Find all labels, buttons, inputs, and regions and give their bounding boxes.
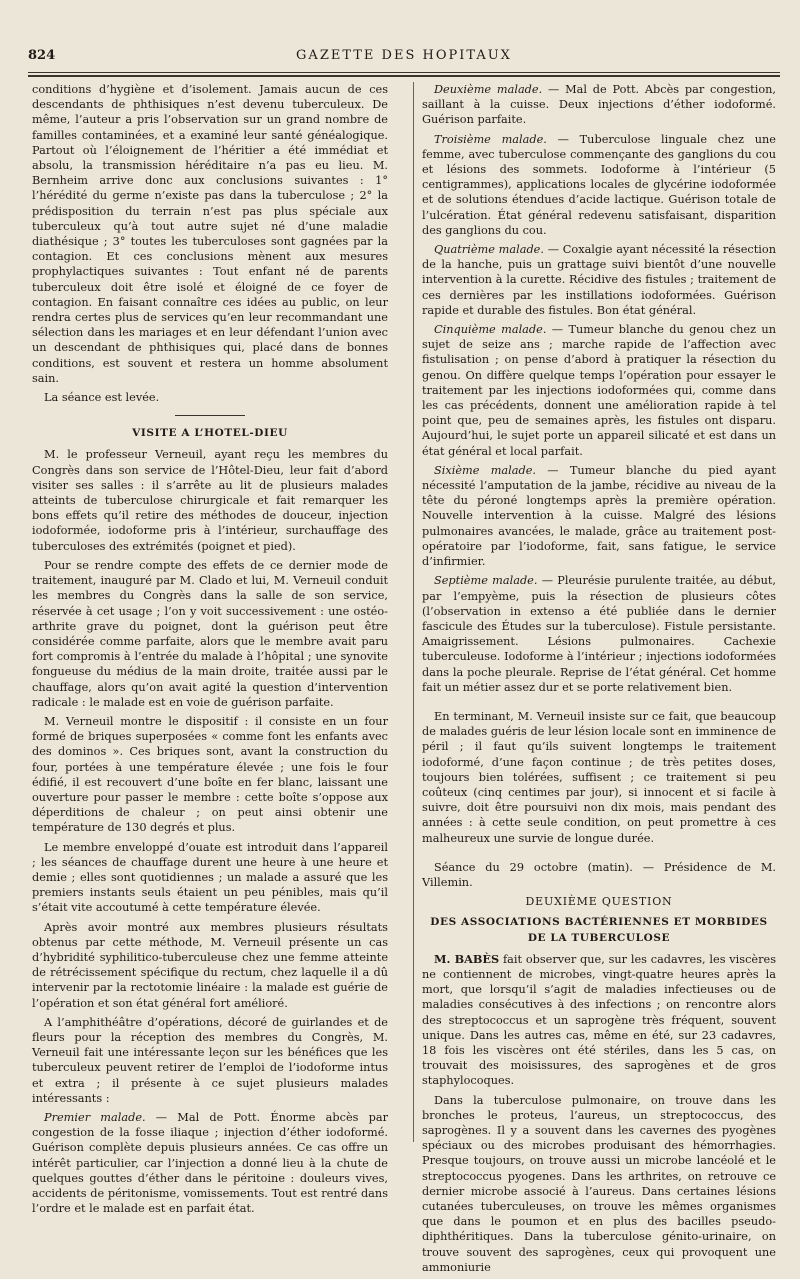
case-paragraph xyxy=(422,132,776,238)
case-label: Cinquième malade. xyxy=(434,323,547,337)
page-number: 824 xyxy=(28,48,56,63)
left-column xyxy=(32,82,388,1220)
case-text: — Pleurésie purulente traitée, au début, par l’empyème, puis la résection de plusieurs côtes (l’observation in extenso a été publiée dans le dernier fascicule des Études sur la tuberculose). Fistule persistante. Amaigrissement. Lésions pulmonaires. Cachexie tuberculeuse. Iodoforme à l’intérieur ; injections iodoformées dans la poche pleurale. Reprise de l’état général. Cet homme fait un métier assez dur et se porte relativement bien. xyxy=(422,574,776,694)
case-paragraph xyxy=(422,573,776,695)
page-header xyxy=(28,44,780,74)
section-subtitle: DES ASSOCIATIONS BACTÉRIENNES ET MORBIDES DE LA TUBERCULOSE xyxy=(430,916,768,944)
paragraph: En terminant, M. Verneuil insiste sur ce fait, que beaucoup de malades guéris de leur lésion locale sont en imminence de péril ; il faut qu’ils suivent longtemps le traitement iodoformé, d’une façon continue ; de très petites doses, toujours bien tolérées, suffisent ; ce traitement si peu coûteux (cinq centimes par jour), si innocent et si facile à suivre, doit être poursuivi non dix mois, mais pendant des années : à cette seule condition, on peut promettre à ces malheureux une survie de longue durée. xyxy=(422,709,776,845)
paragraph: Pour se rendre compte des effets de ce dernier mode de traitement, inauguré par M. Clado et lui, M. Verneuil conduit les membres du Congrès dans la salle de son service, réservée à cet usage ; l’on y voit successivement : une ostéo-arthrite grave du poignet, dont la guérison peut être considérée comme parfaite, alors que le membre avait paru fort compromis à l’entrée du malade à l’hôpital ; une synovite fongueuse du médius de la main droite, traitée aussi par le chauffage, alors qu’on avait agité la question d’intervention radicale : le malade est en voie de guérison parfaite. xyxy=(32,558,388,709)
case-paragraph xyxy=(422,242,776,318)
paragraph: Le membre enveloppé d’ouate est introduit dans l’appareil ; les séances de chauffage durent une heure à une heure et demie ; elles sont quotidiennes ; un malade a assuré que les premiers instants seuls étaient un peu pénibles, mais qu’il s’était vite accoutumé à cette température élevée. xyxy=(32,840,388,915)
case-text: — Tumeur blanche du genou chez un sujet de seize ans ; marche rapide de l’affection avec fistulisation ; on pense d’abord à pratiquer la résection du genou. On diffère quelque temps l’opération pour essayer le traitement par les injections iodoformées qui, comme dans les cas précédents, donnent une amélioration rapide à tel point que, peu de semaines après, les fistules ont disparu. Aujourd’hui, le sujet porte un appareil silicaté et est dans un état général et local parfait. xyxy=(422,323,776,458)
case-paragraph xyxy=(422,463,776,569)
case-label: Quatrième malade. xyxy=(434,243,544,257)
paragraph: A l’amphithéâtre d’opérations, décoré de guirlandes et de fleurs pour la réception des membres du Congrès, M. Verneuil fait une intéressante leçon sur les bénéfices que les tuberculeux peuvent retirer de l’emploi de l’iodoforme intus et extra ; il présente à ce sujet plusieurs malades intéressants : xyxy=(32,1015,388,1105)
paragraph: Après avoir montré aux membres plusieurs résultats obtenus par cette méthode, M. Verneuil présente un cas d’hybridité syphilitico-tuberculeuse chez une femme atteinte de rétrécissement spécifique du rectum, chez laquelle il a dû intervenir par la rectotomie linéaire : la malade est guérie de l’opération et son état général fort amélioré. xyxy=(32,920,388,1010)
spacer xyxy=(422,850,776,860)
paragraph: La séance est levée. xyxy=(44,391,160,405)
header-rule-thin xyxy=(28,72,780,73)
case-label: Troisième malade. xyxy=(434,132,547,146)
header-rule-thick xyxy=(28,75,780,77)
case-text: — Mal de Pott. Énorme abcès par congestion de la fosse iliaque ; injection d’éther iodoformé. Guérison complète depuis plusieurs années. Ce cas offre un intérêt particulier, car l’injection a donné lieu à la chute de quelques gouttes d’éther dans le péritoine : douleurs vives, accidents de péritonisme, vomissements. Tout est rentré dans l’ordre et le malade est en parfait état. xyxy=(32,1111,388,1216)
paragraph: M. Verneuil montre le dispositif : il consiste en un four formé de briques superposées « comme font les enfants avec des dominos ». Ces briques sont, avant la construction du four, portées à une température élevée ; une fois le four édifié, il est recouvert d’une boîte en fer blanc, laissant une ouverture pour passer le membre : cette boîte s’oppose aux déperditions de chaleur ; on peut ainsi obtenir une température de 130 degrés et plus. xyxy=(32,714,388,835)
column-divider xyxy=(413,82,414,1142)
case-paragraph xyxy=(422,82,776,128)
paragraph: M. le professeur Verneuil, ayant reçu les membres du Congrès dans son service de l’Hôtel-Dieu, leur fait d’abord visiter ses salles : il s’arrête au lit de plusieurs malades atteints de tuberculose chirurgicale et fait remarquer les bons effets qu’il retire des méthodes de douceur, injection iodoformée, iodoforme pris à l’intérieur, surchauffage des tuberculoses des extrémités (poignet et pied). xyxy=(32,448,388,553)
case-label: Premier malade. xyxy=(44,1111,146,1124)
speaker-name: M. BABÈS xyxy=(434,951,500,966)
case-text: — Mal de Pott. Abcès par congestion, saillant à la cuisse. Deux injections d’éther iodoformé. Guérison parfaite. xyxy=(422,83,776,127)
section-title: VISITE A L’HOTEL-DIEU xyxy=(132,427,288,440)
section-title: DEUXIÈME QUESTION xyxy=(525,895,673,909)
case-text: — Coxalgie ayant nécessité la résection de la hanche, puis un grattage suivi bientôt d’une nouvelle intervention à la curette. Récidive des fistules ; traitement de ces dernières par les instillations iodoformées. Guérison rapide et durable des fistules. Bon état général. xyxy=(422,243,776,317)
case-label: Septième malade. xyxy=(434,574,538,588)
right-column xyxy=(422,82,776,1279)
case-text: — Tuberculose linguale chez une femme, avec tuberculose commençante des ganglions du cou et lésions des sommets. Iodoforme à l’intérieur (5 centigrammes), applications locales de glycérine iodoformée et de solutions étendues d’acide lactique. Guérison totale de l’ulcération. État général redevenu satisfaisant, disparition des ganglions du cou. xyxy=(422,132,776,237)
speaker-text: fait observer que, sur les cadavres, les viscères ne contiennent de microbes, vingt-quatre heures après la mort, que lorsqu’il s’agit de maladies infectieuses ou de maladies consécutives à des infections ; on rencontre alors des streptococcus et un saprogène très fréquent, souvent unique. Dans les autres cas, même en été, sur 23 cadavres, 18 fois les viscères ont été stériles, dans les 5 cas, on trouvait des moisissures, des saprogènes et de gros staphylocoques. xyxy=(422,952,776,1088)
speaker-paragraph xyxy=(422,952,776,1089)
case-paragraph xyxy=(422,322,776,459)
spacer xyxy=(422,699,776,709)
paragraph: Dans la tuberculose pulmonaire, on trouve dans les bronches le proteus, l’aureus, un streptococcus, des saprogènes. Il y a souvent dans les cavernes des pyogènes spéciaux ou des microbes produisant des hémorrhagies. Presque toujours, on trouve aussi un microbe lancéolé et le streptococcus pyogenes. Dans les arthrites, on retrouve ce dernier microbe associé à l’aureus. Dans certaines lésions cutanées tuberculeuses, on trouve les mêmes organismes que dans le poumon et en plus des bacilles pseudo-diphthéritiques. Dans la tuberculose génito-urinaire, on trouve souvent des saprogènes, ceux qui provoquent une ammoniurie xyxy=(422,1093,776,1274)
case-label: Sixième malade. xyxy=(434,463,537,477)
paragraph: conditions d’hygiène et d’isolement. Jamais aucun de ces descendants de phthisiques n’est devenu tuberculeux. De même, l’auteur a pris l’observation sur un grand nombre de familles contaminées, et a examiné leur santé généalogique. Partout où l’éloignement de l’héritier a été immédiat et absolu, la transmission héréditaire n’a pas eu lieu. M. Bernheim arrive donc aux conclusions suivantes : 1° l’hérédité du germe n’existe pas dans la tuberculose ; 2° la prédisposition du terrain n’est pas plus spéciale aux tuberculeux qu’à tout autre sujet né d’une maladie diathésique ; 3° toutes les tuberculoses sont gagnées par la contagion. Et ces conclusions mènent aux mesures prophylactiques suivantes : Tout enfant né de parents tuberculeux doit être isolé et éloigné de ce foyer de contagion. En faisant connaître ces idées au public, on leur rendra certes plus de services qu’en leur recommandant une sélection dans les mariages et en leur défendant l’union avec un descendant de phthisiques qui, placé dans de bonnes conditions, est souvent et restera un homme absolument sain. xyxy=(32,83,388,385)
case-paragraph xyxy=(32,1110,388,1216)
section-divider xyxy=(175,415,245,416)
case-label: Deuxième malade. xyxy=(434,83,543,96)
running-title: GAZETTE DES HOPITAUX xyxy=(296,48,512,63)
session-line: Séance du 29 octobre (matin). — Présidence de M. Villemin. xyxy=(422,860,776,889)
case-text: — Tumeur blanche du pied ayant nécessité l’amputation de la jambe, récidive au niveau de la tête du péroné longtemps après la première opération. Nouvelle intervention à la cuisse. Malgré des lésions pulmonaires avancées, le malade, grâce au traitement post-opératoire par l’iodoforme, fait, sans fatigue, le service d’infirmier. xyxy=(422,463,776,569)
